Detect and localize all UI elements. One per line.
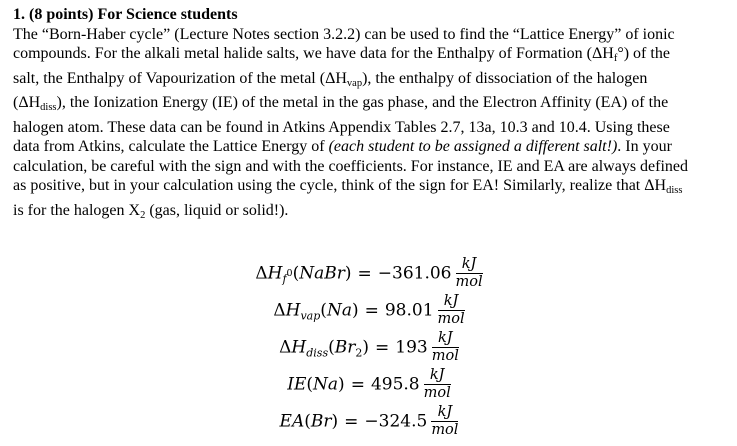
text-run: . In your [617, 138, 672, 155]
equals-sign: = [344, 411, 359, 432]
open-paren: ( [292, 263, 300, 284]
subscript-text: vap [346, 77, 363, 89]
species: NaBr [299, 263, 345, 284]
unit-numerator: kJ [432, 331, 459, 348]
text-run: data from Atkins, calculate the Lattice Energy of [13, 138, 329, 155]
open-paren: ( [306, 374, 314, 395]
value: −324.5 [364, 411, 428, 432]
close-paren: ) [351, 300, 359, 321]
close-paren: ) [338, 374, 345, 395]
text-run: ), the Ionization Energy (IE) of the metal in the gas phase, and the Electron Affinity (EA) of the [56, 94, 669, 111]
close-paren: ) [344, 263, 352, 284]
quantity-subscript: vap [300, 309, 321, 323]
unit-fraction [432, 331, 459, 364]
equation-enthalpy-dissociation [13, 329, 725, 366]
paragraph-line [13, 118, 725, 138]
value: 98.01 [384, 300, 434, 321]
unit-denominator: mol [423, 384, 451, 401]
equation-ionization-energy [13, 366, 725, 403]
unit-denominator: mol [431, 347, 459, 364]
equation-enthalpy-formation [13, 255, 725, 292]
unit-fraction [456, 257, 483, 290]
quantity-symbol: H [291, 337, 307, 358]
quantity-symbol: H [285, 300, 301, 321]
open-paren: ( [320, 300, 327, 321]
subscript-text: diss [666, 185, 683, 196]
delta-symbol: Δ [273, 300, 286, 321]
quantity-subscript: f [282, 272, 287, 286]
unit-numerator: kJ [456, 257, 483, 274]
problem-paragraph [13, 25, 725, 226]
value: 193 [395, 337, 428, 358]
quantity-symbol: H [267, 263, 283, 284]
open-paren: ( [304, 411, 311, 432]
quantity-subscript: diss [306, 346, 329, 360]
unit-denominator: mol [431, 421, 459, 438]
unit-fraction [431, 405, 458, 438]
unit-fraction [424, 368, 451, 401]
species: Na [313, 374, 339, 395]
open-paren: ( [328, 337, 335, 358]
unit-numerator: kJ [424, 368, 451, 385]
paragraph-line [13, 25, 725, 45]
paragraph-line [13, 176, 725, 201]
text-run: halogen atom. These data can be found in Atkins Appendix Tables 2.7, 13a, 10.3 and 10.4. Using these [13, 118, 670, 136]
equations-block [13, 255, 725, 440]
text-run: The “Born-Haber cycle” (Lecture Notes section 3.2.2) can be used to find the “Lattice Energy” of ionic [13, 25, 675, 43]
paragraph-line [13, 137, 725, 157]
equals-sign: = [364, 300, 379, 321]
paragraph-line [13, 157, 725, 177]
equals-sign: = [375, 337, 390, 358]
text-run: (ΔH [13, 94, 41, 111]
italic-text: (each student to be assigned a different salt!) [328, 138, 618, 155]
text-run: °) of the [617, 45, 670, 62]
unit-denominator: mol [455, 273, 483, 290]
subscript-text: f [613, 53, 618, 64]
value: 495.8 [370, 374, 420, 395]
species-subscript: 2 [355, 346, 363, 360]
quantity-symbol: EA [279, 411, 305, 432]
subscript-text: diss [40, 102, 57, 113]
text-run: compounds. For the alkali metal halide salts, we have data for the Enthalpy of Formation (ΔH [13, 45, 614, 62]
text-run: salt, the Enthalpy of Vapourization of the metal (ΔH [13, 69, 347, 87]
delta-symbol: Δ [279, 337, 292, 358]
unit-numerator: kJ [438, 294, 465, 311]
equals-sign: = [350, 374, 365, 395]
delta-symbol: Δ [255, 263, 268, 284]
unit-fraction [438, 294, 465, 327]
paragraph-line [13, 201, 725, 226]
paragraph-line [13, 69, 725, 94]
problem-title: 1. (8 points) For Science students [13, 6, 238, 23]
text-run: is for the halogen X [13, 201, 141, 219]
species: Br [310, 411, 332, 432]
species: Br [334, 337, 356, 358]
text-run: (gas, liquid or solid!). [145, 201, 289, 219]
paragraph-line [13, 44, 725, 69]
equals-sign: = [357, 263, 372, 284]
text-run: calculation, be careful with the sign and with the coefficients. For instance, IE and EA are always defined [13, 157, 689, 175]
equation-enthalpy-vapourization [13, 292, 725, 329]
close-paren: ) [331, 411, 339, 432]
species: Na [326, 300, 352, 321]
equation-electron-affinity [13, 403, 725, 440]
text-run: as positive, but in your calculation using the cycle, think of the sign for EA! Similarly, realize that ΔH [13, 177, 667, 194]
value: −361.06 [377, 263, 452, 284]
subscript-text: 2 [140, 209, 146, 221]
text-run: ), the enthalpy of dissociation of the halogen [362, 69, 648, 87]
unit-numerator: kJ [431, 405, 458, 422]
unit-denominator: mol [437, 310, 465, 327]
quantity-symbol: IE [287, 374, 307, 395]
standard-state-superscript: 0 [286, 268, 293, 279]
close-paren: ) [362, 337, 370, 358]
paragraph-line [13, 93, 725, 118]
